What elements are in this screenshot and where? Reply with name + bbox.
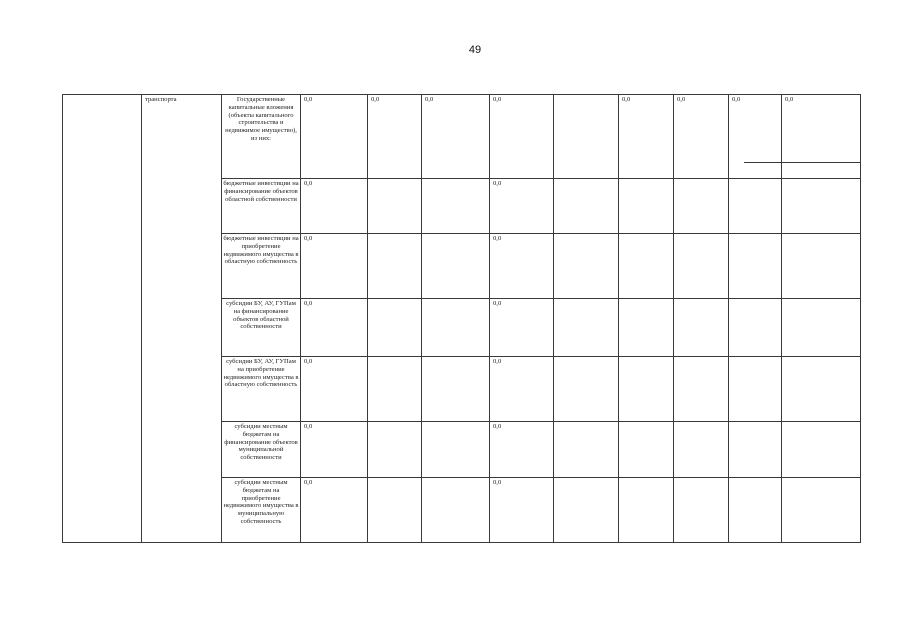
item-cell: субсидии БУ, АУ, ГУПам на приобретение недвижимого имущества в областную собственность [222,357,301,422]
value-cell [554,299,619,357]
value-cell [368,234,422,299]
value-cell: 0,0 [490,357,554,422]
empty-cell [63,95,142,543]
value-cell [554,478,619,543]
value-cell: 0,0 [490,179,554,234]
budget-table [62,94,861,543]
value-cell [782,299,861,357]
value-cell: 0,0 [490,478,554,543]
value-cell [554,357,619,422]
value-cell [619,357,674,422]
value-cell: 0,0 [301,478,368,543]
value-cell [729,478,782,543]
value-cell [554,179,619,234]
value-cell [422,299,490,357]
item-cell: Государственные капитальные вложения (объекты капитального строительства и недвижимое имущество), из них: [222,95,301,179]
value-cell [729,357,782,422]
value-cell [368,299,422,357]
value-cell [782,422,861,478]
value-cell [782,179,861,234]
value-cell [674,179,729,234]
cell-divider-line [744,162,860,163]
value-cell: 0,0 [422,95,490,179]
value-cell [554,422,619,478]
value-cell: 0,0 [301,422,368,478]
value-cell [782,234,861,299]
value-cell: 0,0 [490,299,554,357]
value-cell: 0,0 [619,95,674,179]
value-cell [674,422,729,478]
value-cell [674,357,729,422]
value-cell: 0,0 [729,95,782,179]
value-cell [619,422,674,478]
value-cell [368,422,422,478]
value-cell: 0,0 [301,299,368,357]
value-cell [619,179,674,234]
value-cell [422,179,490,234]
value-cell [729,299,782,357]
value-cell [729,422,782,478]
value-cell [422,357,490,422]
value-cell [674,299,729,357]
item-cell: бюджетные инвестиции на приобретение недвижимого имущества в областную собственность [222,234,301,299]
name-cell: транспорта [142,95,222,543]
value-cell: 0,0 [301,357,368,422]
value-cell: 0,0 [490,95,554,179]
item-cell: бюджетные инвестиции на финансирование объектов областной собственности [222,179,301,234]
value-cell: 0,0 [301,234,368,299]
value-cell [422,478,490,543]
value-cell [422,234,490,299]
item-cell: субсидии местным бюджетам на финансирование объектов муниципальной собственности [222,422,301,478]
value-cell [729,234,782,299]
value-cell [674,234,729,299]
page-number: 49 [468,44,482,56]
value-cell [368,357,422,422]
value-cell [422,422,490,478]
value-cell [782,357,861,422]
value-cell: 0,0 [301,95,368,179]
value-cell [554,234,619,299]
value-cell [554,95,619,179]
value-cell [782,478,861,543]
table-row [63,95,861,179]
value-cell [619,234,674,299]
value-cell: 0,0 [368,95,422,179]
value-cell: 0,0 [301,179,368,234]
value-cell [368,179,422,234]
value-cell: 0,0 [674,95,729,179]
value-cell [674,478,729,543]
value-cell: 0,0 [490,422,554,478]
value-cell [619,299,674,357]
item-cell: субсидии БУ, АУ, ГУПам на финансирование объектов областной собственности [222,299,301,357]
value-cell: 0,0 [490,234,554,299]
value-cell [729,179,782,234]
item-cell: субсидии местным бюджетам на приобретение недвижимого имущества в муниципальную собственность [222,478,301,543]
value-cell [368,478,422,543]
value-cell: 0,0 [782,95,861,179]
value-cell [619,478,674,543]
